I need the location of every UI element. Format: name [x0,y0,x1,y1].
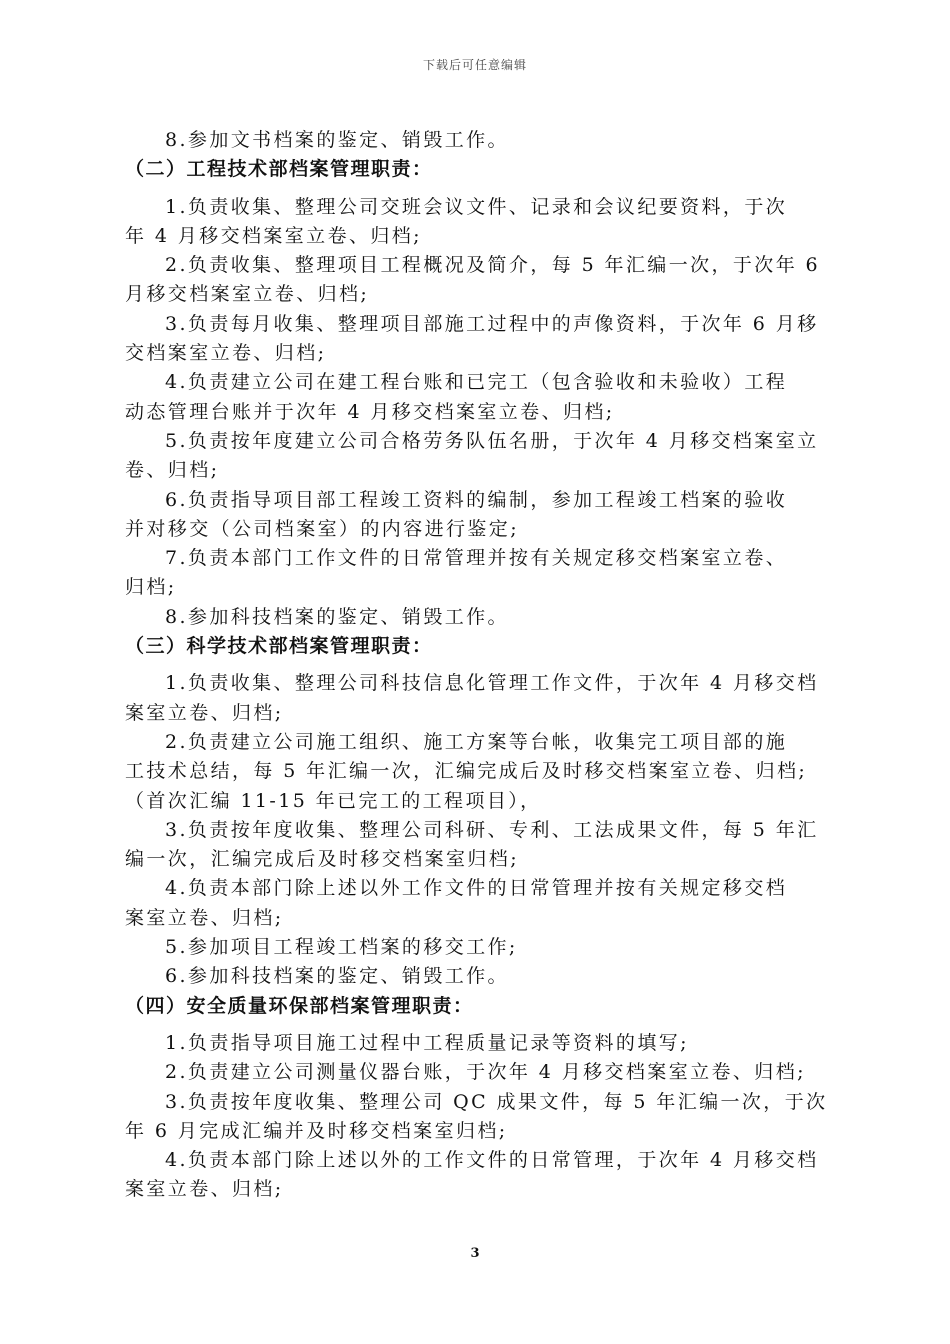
text-line: 4.负责本部门除上述以外的工作文件的日常管理，于次年 4 月移交档 [165,1149,819,1172]
text-line: 5.参加项目工程竣工档案的移交工作; [165,936,518,959]
text-line: 8.参加文书档案的鉴定、销毁工作。 [165,129,509,151]
text-line: 6.参加科技档案的鉴定、销毁工作。 [165,965,509,988]
section-heading: （二）工程技术部档案管理职责： [125,158,433,181]
section-heading: （四）安全质量环保部档案管理职责： [125,994,474,1017]
paragraph-gap [125,1021,840,1029]
text-line: 4.负责本部门除上述以外工作文件的日常管理并按有关规定移交档 [165,877,788,900]
page-number: 3 [470,1246,480,1261]
text-line: 工技术总结，每 5 年汇编一次，汇编完成后及时移交档案室立卷、归档; [125,760,808,783]
text-line: 交档案室立卷、归档; [125,342,327,365]
page-header: 下载后可任意编辑 [422,58,527,72]
text-line: 案室立卷、归档; [125,1178,284,1201]
text-line: 8.参加科技档案的鉴定、销毁工作。 [165,605,509,628]
text-line: （首次汇编 11-15 年已完工的工程项目）， [125,789,542,812]
text-line: 案室立卷、归档; [125,906,284,929]
text-line: 归档; [125,576,177,599]
text-line: 5.负责按年度建立公司合格劳务队伍名册，于次年 4 月移交档案室立 [165,429,819,452]
text-line: 1.负责收集、整理公司科技信息化管理工作文件，于次年 4 月移交档 [165,672,819,695]
text-line: 1.负责收集、整理公司交班会议文件、记录和会议纪要资料，于次 [165,195,788,218]
text-line: 动态管理台账并于次年 4 月移交档案室立卷、归档; [125,400,615,423]
text-line: 月移交档案室立卷、归档; [125,283,370,306]
text-line: 案室立卷、归档; [125,701,284,724]
paragraph-gap [125,185,840,193]
text-line: 3.负责按年度收集、整理公司科研、专利、工法成果文件，每 5 年汇 [165,818,819,841]
text-line: 年 6 月完成汇编并及时移交档案室归档; [125,1119,508,1142]
text-line: 3.负责按年度收集、整理公司 QC 成果文件，每 5 年汇编一次，于次 [165,1090,828,1113]
text-line: 1.负责指导项目施工过程中工程质量记录等资料的填写; [165,1031,689,1054]
text-line: 6.负责指导项目部工程竣工资料的编制，参加工程竣工档案的验收 [165,488,788,511]
text-line: 卷、归档; [125,459,220,482]
section-heading: （三）科学技术部档案管理职责： [125,635,433,658]
text-line: 2.负责建立公司测量仪器台账，于次年 4 月移交档案室立卷、归档; [165,1061,806,1084]
text-line: 并对移交（公司档案室）的内容进行鉴定; [125,517,520,540]
text-line: 3.负责每月收集、整理项目部施工过程中的声像资料，于次年 6 月移 [165,312,819,335]
paragraph-gap [125,661,840,669]
document-body [125,126,840,1205]
text-line: 7.负责本部门工作文件的日常管理并按有关规定移交档案室立卷、 [165,547,788,570]
text-line: 编一次，汇编完成后及时移交档案室归档; [125,848,520,871]
text-line: 2.负责收集、整理项目工程概况及简介，每 5 年汇编一次，于次年 6 [165,254,821,277]
text-line: 年 4 月移交档案室立卷、归档; [125,224,422,247]
text-line: 4.负责建立公司在建工程台账和已完工（包含验收和未验收）工程 [165,371,788,394]
text-line: 2.负责建立公司施工组织、施工方案等台帐，收集完工项目部的施 [165,730,788,753]
